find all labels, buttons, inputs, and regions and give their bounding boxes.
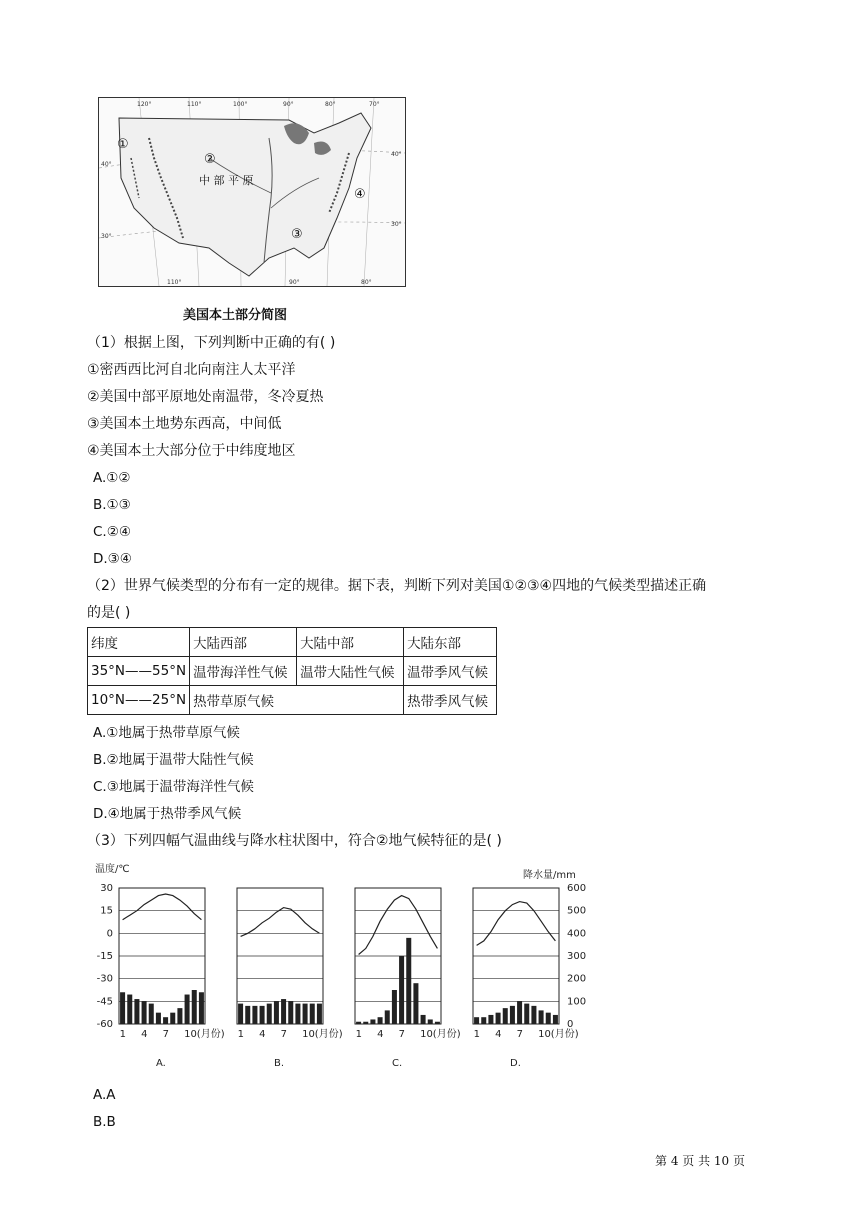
panel-label: D. xyxy=(510,1058,521,1069)
precip-bar xyxy=(238,1004,243,1024)
precip-bar xyxy=(199,992,204,1024)
precip-bar xyxy=(134,999,139,1024)
month-tick-label: 4 xyxy=(141,1029,148,1040)
temperature-line xyxy=(359,896,438,955)
temp-tick-label: -45 xyxy=(96,996,113,1008)
q2-option-c[interactable]: C.③地属于温带海洋性气候 xyxy=(93,779,254,795)
month-tick-label: 7 xyxy=(162,1029,169,1040)
precip-bar xyxy=(310,1004,315,1024)
month-tick-label: 7 xyxy=(280,1029,287,1040)
table-cell: 温带季风气候 xyxy=(404,657,497,686)
table-header-cell: 大陆西部 xyxy=(190,628,297,657)
precip-bar xyxy=(303,1004,308,1024)
us-map-figure xyxy=(98,97,406,287)
q1-statement-1: ①密西西比河自北向南注人太平洋 xyxy=(87,362,296,378)
month-tick-label: 4 xyxy=(259,1029,266,1040)
precip-bar xyxy=(192,990,197,1024)
precip-bar xyxy=(428,1019,433,1024)
q1-option-a[interactable]: A.①② xyxy=(93,470,131,486)
map-lon-label: 110° xyxy=(187,101,202,108)
precip-bar xyxy=(288,1001,293,1024)
map-lat-label: 30° xyxy=(391,221,402,228)
table-header-row xyxy=(88,628,497,657)
precip-bar xyxy=(170,1013,175,1024)
q1-statement-3: ③美国本土地势东西高，中间低 xyxy=(87,416,282,432)
precip-bar xyxy=(356,1022,361,1024)
q1-stem: （1）根据上图，下列判断中正确的有( ) xyxy=(87,335,336,351)
map-mark-3: ③ xyxy=(291,227,303,242)
table-cell: 热带季风气候 xyxy=(404,686,497,715)
precip-bar xyxy=(120,992,125,1024)
map-mark-2: ② xyxy=(204,152,216,167)
map-lon-label: 80° xyxy=(361,279,372,286)
panel-label: C. xyxy=(392,1058,403,1069)
precip-bar xyxy=(370,1019,375,1024)
map-lat-label: 40° xyxy=(101,161,112,168)
map-lon-label: 100° xyxy=(233,101,248,108)
q3-stem: （3）下列四幅气温曲线与降水柱状图中，符合②地气候特征的是( ) xyxy=(87,833,502,849)
map-mark-4: ④ xyxy=(354,187,366,202)
table-cell: 35°N——55°N xyxy=(88,657,190,686)
temp-tick-label: 15 xyxy=(100,905,113,917)
map-lon-label: 90° xyxy=(283,101,294,108)
map-plain-label: 中 部 平 原 xyxy=(199,174,254,187)
panel-label: A. xyxy=(156,1058,166,1069)
table-cell: 温带海洋性气候 xyxy=(190,657,297,686)
map-lon-label: 120° xyxy=(137,101,152,108)
month-tick-label: 1 xyxy=(355,1029,362,1040)
map-lon-label: 80° xyxy=(325,101,336,108)
precip-bar xyxy=(539,1010,544,1024)
temperature-line xyxy=(241,908,320,937)
month-tick-label: 10(月份) xyxy=(184,1029,225,1040)
precip-tick-label: 200 xyxy=(567,973,587,985)
precip-bar xyxy=(378,1017,383,1024)
table-row xyxy=(88,657,497,686)
precip-bar xyxy=(156,1013,161,1024)
temp-tick-label: 30 xyxy=(100,883,113,894)
precip-bar xyxy=(421,1015,426,1024)
precip-axis-label: 降水量/mm xyxy=(523,870,576,881)
precip-bar xyxy=(252,1006,257,1024)
month-tick-label: 10(月份) xyxy=(538,1029,579,1040)
q2-stem-line2: 的是( ) xyxy=(87,605,131,621)
precip-tick-label: 300 xyxy=(567,951,587,962)
temperature-line xyxy=(477,902,556,946)
q1-statement-4: ④美国本土大部分位于中纬度地区 xyxy=(87,443,296,459)
precip-bar xyxy=(496,1013,501,1024)
q2-stem-line1: （2）世界气候类型的分布有一定的规律。据下表，判断下列对美国①②③④四地的气候类型描述正确 xyxy=(87,578,707,594)
precip-bar xyxy=(510,1006,515,1024)
precip-bar xyxy=(413,983,418,1024)
climate-table xyxy=(87,627,497,715)
temp-axis-label: 温度/℃ xyxy=(95,864,130,875)
month-tick-label: 1 xyxy=(119,1029,126,1040)
map-mark-1: ① xyxy=(117,137,129,152)
month-tick-label: 1 xyxy=(237,1029,244,1040)
table-header-cell: 纬度 xyxy=(88,628,190,657)
q2-option-a[interactable]: A.①地属于热带草原气候 xyxy=(93,725,240,741)
table-row xyxy=(88,686,497,715)
month-tick-label: 10(月份) xyxy=(420,1029,461,1040)
map-caption: 美国本土部分简图 xyxy=(183,308,288,323)
precip-tick-label: 0 xyxy=(567,1019,574,1030)
precip-bar xyxy=(474,1017,479,1024)
map-lon-label: 90° xyxy=(289,279,300,286)
temp-tick-label: 0 xyxy=(106,928,113,940)
precip-tick-label: 400 xyxy=(567,928,587,940)
precip-bar xyxy=(488,1015,493,1024)
precip-bar xyxy=(363,1022,368,1024)
q1-option-b[interactable]: B.①③ xyxy=(93,497,131,513)
precip-bar xyxy=(524,1004,529,1024)
precip-bar xyxy=(267,1004,272,1024)
panel-label: B. xyxy=(274,1058,285,1069)
month-tick-label: 4 xyxy=(495,1029,502,1040)
precip-bar xyxy=(553,1015,558,1024)
precip-bar xyxy=(281,999,286,1024)
q2-option-b[interactable]: B.②地属于温带大陆性气候 xyxy=(93,752,254,768)
table-cell: 10°N——25°N xyxy=(88,686,190,715)
table-header-cell: 大陆中部 xyxy=(297,628,404,657)
precip-bar xyxy=(399,956,404,1024)
precip-bar xyxy=(295,1004,300,1024)
precip-bar xyxy=(406,938,411,1024)
map-lon-label: 70° xyxy=(369,101,380,108)
table-header-cell: 大陆东部 xyxy=(404,628,497,657)
precip-bar xyxy=(531,1006,536,1024)
precip-bar xyxy=(260,1006,265,1024)
precip-bar xyxy=(481,1017,486,1024)
precip-bar xyxy=(127,995,132,1024)
map-lon-label: 110° xyxy=(167,279,182,286)
temp-tick-label: -15 xyxy=(96,951,113,962)
q3-option-b[interactable]: B.B xyxy=(93,1114,116,1130)
temp-tick-label: -60 xyxy=(96,1019,113,1030)
q3-option-a[interactable]: A.A xyxy=(93,1087,116,1103)
month-tick-label: 10(月份) xyxy=(302,1029,343,1040)
climate-charts xyxy=(87,860,607,1080)
precip-bar xyxy=(142,1001,147,1024)
map-lat-label: 30° xyxy=(101,233,112,240)
precip-bar xyxy=(274,1001,279,1024)
q1-statement-2: ②美国中部平原地处南温带，冬冷夏热 xyxy=(87,389,324,405)
q2-option-d[interactable]: D.④地属于热带季风气候 xyxy=(93,806,242,822)
month-tick-label: 7 xyxy=(516,1029,523,1040)
precip-bar xyxy=(546,1013,551,1024)
month-tick-label: 1 xyxy=(473,1029,480,1040)
q1-option-c[interactable]: C.②④ xyxy=(93,524,131,540)
table-cell: 热带草原气候 xyxy=(190,686,404,715)
precip-bar xyxy=(245,1006,250,1024)
precip-bar xyxy=(503,1008,508,1024)
page-footer: 第 4 页 共 10 页 xyxy=(655,1154,745,1168)
temperature-line xyxy=(123,894,202,920)
precip-tick-label: 100 xyxy=(567,996,587,1008)
month-tick-label: 7 xyxy=(398,1029,405,1040)
precip-tick-label: 500 xyxy=(567,905,587,917)
map-lat-label: 40° xyxy=(391,151,402,158)
precip-bar xyxy=(517,1001,522,1024)
precip-bar xyxy=(385,1010,390,1024)
table-cell: 温带大陆性气候 xyxy=(297,657,404,686)
precip-tick-label: 600 xyxy=(567,883,587,894)
us-map-drawing xyxy=(99,98,405,286)
precip-bar xyxy=(149,1004,154,1024)
precip-bar xyxy=(185,995,190,1024)
precip-bar xyxy=(177,1008,182,1024)
temp-tick-label: -30 xyxy=(96,973,113,985)
precip-bar xyxy=(392,990,397,1024)
month-tick-label: 4 xyxy=(377,1029,384,1040)
precip-bar xyxy=(163,1017,168,1024)
precip-bar xyxy=(435,1022,440,1024)
q1-option-d[interactable]: D.③④ xyxy=(93,551,132,567)
precip-bar xyxy=(317,1004,322,1024)
